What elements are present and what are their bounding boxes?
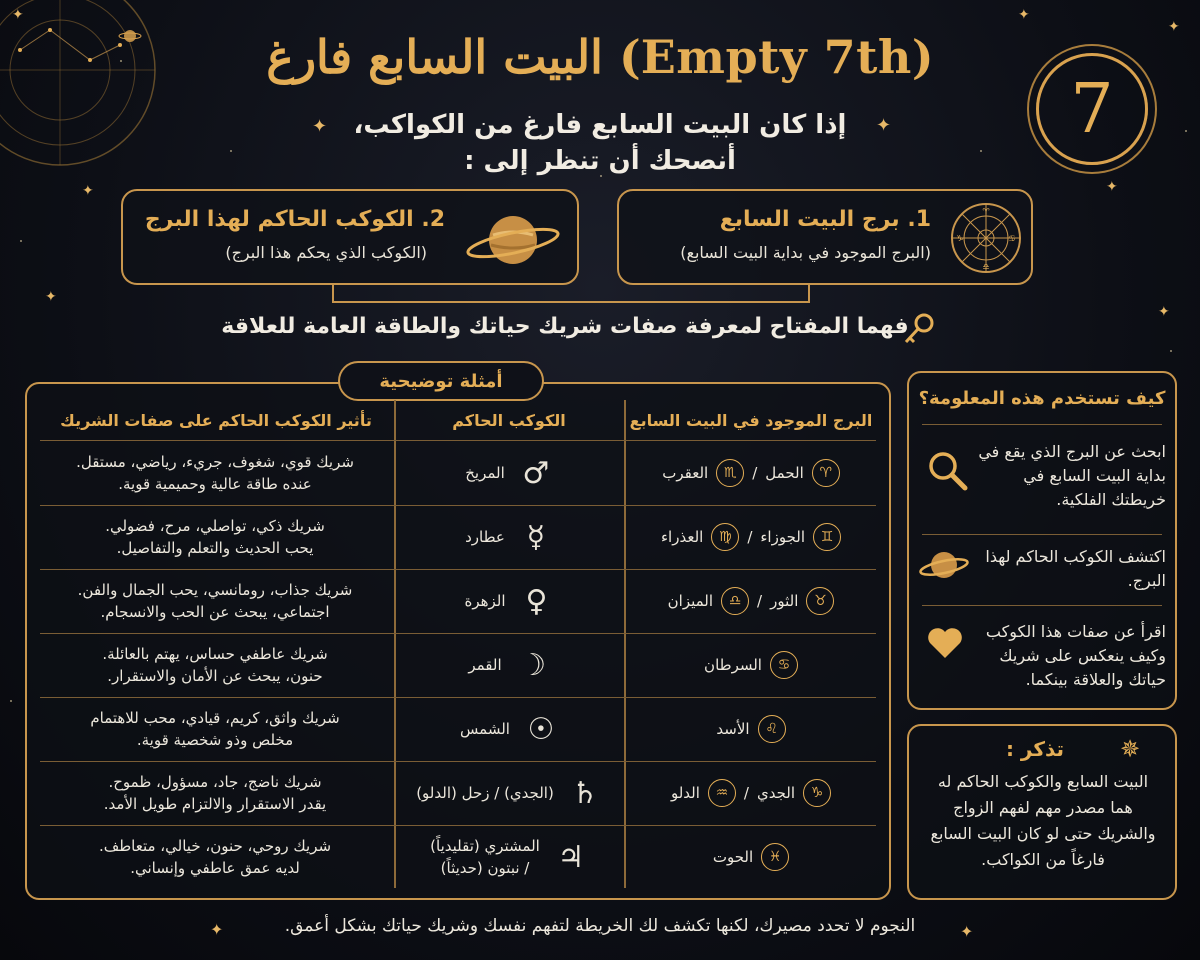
planet-name-line2: / نبتون (حديثاً) (440, 859, 530, 877)
zodiac-symbol-icon: ♍ (711, 523, 739, 551)
examples-tag: أمثلة توضيحية (338, 361, 544, 401)
effect-text: شريك ذكي، تواصلي، مرح، فضولي. (105, 517, 325, 535)
planet-saturn-icon (463, 205, 563, 275)
planet-name: المشتري (تقليدياً) (430, 837, 540, 855)
planet-name: المريخ (465, 464, 505, 482)
table-header: البرج الموجود في البيت السابع (629, 410, 873, 430)
sparkle-icon: ✦ (876, 115, 892, 136)
card-subtitle: (البرج الموجود في بداية البيت السابع) (680, 243, 931, 262)
separator: / (743, 784, 749, 802)
remember-title: تذكر : (1005, 737, 1065, 761)
remember-text: البيت السابع والكوكب الحاكم له هما مصدر مهم لفهم الزواج والشريك حتى لو كان البيت السابع فارغاً من الكواكب. (930, 772, 1156, 869)
svg-text:♑: ♑ (956, 234, 964, 243)
zodiac-symbol-icon: ♋ (770, 651, 798, 679)
sparkle-icon: ✦ (312, 116, 328, 137)
planet-name-group (416, 782, 554, 804)
effect-cell (50, 825, 380, 889)
starburst-icon: ✵ (1120, 735, 1141, 763)
table-header: تأثير الكوكب الحاكم على صفات الشريك (60, 410, 372, 430)
sparkle-icon: ✦ (210, 920, 224, 939)
planet-name: القمر (468, 656, 502, 674)
panel-divider (922, 424, 1162, 425)
planet-symbol-icon: ♂ (522, 455, 550, 491)
sign-name: الأسد (716, 720, 750, 738)
zodiac-symbol-icon: ♈ (812, 459, 840, 487)
planet-name-group (465, 462, 505, 484)
sign-name: الثور (770, 592, 799, 610)
effect-text: شريك جذاب، رومانسي، يحب الجمال والفن. (77, 581, 353, 599)
zodiac-symbol-icon: ♌ (758, 715, 786, 743)
magnifier-icon (925, 448, 969, 492)
planet-name-group (460, 718, 510, 740)
house-number-badge: 7 (1036, 53, 1148, 165)
effect-cell (50, 505, 380, 569)
sign-cell (626, 633, 876, 697)
zodiac-symbol-icon: ♒ (708, 779, 736, 807)
sign-name: السرطان (704, 656, 762, 674)
planet-name: (الجدي) / زحل (الدلو) (416, 784, 554, 802)
sign-name: الحوت (712, 848, 754, 866)
planet-cell (396, 441, 622, 505)
card-seventh-house-sign (617, 189, 1033, 285)
sign-cell (626, 697, 876, 761)
effect-text: شريك قوي، شغوف، جريء، رياضي، مستقل. (76, 453, 354, 471)
planet-symbol-icon: ☽ (519, 647, 547, 683)
key-line: فهما المفتاح لمعرفة صفات شريك حياتك والطاقة العامة للعلاقة (221, 314, 909, 339)
planet-name: عطارد (465, 528, 505, 546)
planet-cell (396, 697, 622, 761)
effect-text: اجتماعي، يبحث عن الحب والانسجام. (100, 603, 330, 621)
sign-name: الحمل (765, 464, 804, 482)
planet-symbol-icon: ♄ (571, 775, 599, 811)
zodiac-symbol-icon: ♉ (806, 587, 834, 615)
planet-name-group (464, 590, 505, 612)
effect-cell (50, 761, 380, 825)
sign-cell (626, 569, 876, 633)
sign-cell (626, 761, 876, 825)
planet-symbol-icon: ♃ (557, 839, 585, 875)
sparkle-icon: ✦ (1158, 304, 1170, 320)
card-heading: 1. برج البيت السابع (719, 207, 931, 232)
page-title: البيت السابع فارغ (Empty 7th) (266, 30, 934, 84)
planet-cell (396, 825, 622, 889)
svg-text:♈: ♈ (982, 207, 990, 216)
sparkle-icon: ✦ (45, 289, 57, 305)
sign-name: الجوزاء (760, 528, 806, 546)
step-text: اكتشف الكوكب الحاكم لهذا البرج. (985, 547, 1166, 590)
effect-text: شريك روحي، حنون، خيالي، متعاطف. (98, 837, 332, 855)
panel-divider (922, 534, 1162, 535)
sign-name: الجدي (756, 784, 796, 802)
intro-line: إذا كان البيت السابع فارغ من الكواكب، (353, 110, 847, 140)
sign-name: الميزان (667, 592, 714, 610)
svg-text:♋: ♋ (1008, 234, 1016, 243)
effect-text: يحب الحديث والتعلم والتفاصيل. (116, 539, 314, 557)
sign-name: العقرب (662, 464, 709, 482)
card-heading: 2. الكوكب الحاكم لهذا البرج (144, 207, 445, 232)
astrolabe-icon (0, 0, 180, 190)
sparkle-icon: ✦ (1018, 7, 1030, 23)
planet-symbol-icon: ☉ (527, 711, 555, 747)
planet-cell (396, 633, 622, 697)
zodiac-symbol-icon: ♑ (803, 779, 831, 807)
effect-cell (50, 569, 380, 633)
table-header: الكوكب الحاكم (452, 410, 566, 430)
panel-title: كيف تستخدم هذه المعلومة؟ (918, 388, 1166, 409)
planet-name-group (430, 835, 540, 879)
sign-cell (626, 505, 876, 569)
effect-text: يقدر الاستقرار والالتزام طويل الأمد. (103, 795, 327, 813)
sign-cell (626, 441, 876, 505)
crescent-moon-icon (1120, 205, 1170, 255)
planet-symbol-icon: ♀ (525, 583, 548, 619)
sign-cell (626, 825, 876, 889)
zodiac-wheel-icon (949, 201, 1023, 275)
separator: / (752, 464, 758, 482)
planet-name-group (465, 526, 505, 548)
planet-name: الشمس (460, 720, 510, 738)
effect-cell (50, 697, 380, 761)
panel-divider (922, 605, 1162, 606)
footer-note: النجوم لا تحدد مصيرك، لكنها تكشف لك الخريطة لتفهم نفسك وشريك حياتك بشكل أعمق. (284, 916, 916, 936)
effect-cell (50, 441, 380, 505)
separator: / (747, 528, 753, 546)
effect-text: شريك ناضج، جاد، مسؤول، ظموح. (108, 773, 322, 791)
zodiac-symbol-icon: ♓ (761, 843, 789, 871)
zodiac-symbol-icon: ♎ (721, 587, 749, 615)
effect-text: عنده طاقة عالية وحميمية قوية. (118, 475, 312, 493)
sparkle-icon: ✦ (1168, 19, 1180, 35)
effect-cell (50, 633, 380, 697)
zodiac-symbol-icon: ♊ (813, 523, 841, 551)
card-ruling-planet (121, 189, 579, 285)
planet-cell (396, 505, 622, 569)
sparkle-icon: ✦ (960, 922, 974, 941)
zodiac-symbol-icon: ♏ (716, 459, 744, 487)
effect-text: حنون، يبحث عن الأمان والاستقرار. (107, 667, 323, 685)
effect-text: شريك واثق، كريم، قيادي، محب للاهتمام (90, 709, 340, 727)
planet-cell (396, 569, 622, 633)
sparkle-icon: ✦ (12, 7, 24, 23)
intro-line: أنصحك أن تنظر إلى : (464, 146, 736, 176)
planet-name: الزهرة (464, 592, 506, 610)
step-text: اقرأ عن صفات هذا الكوكب وكيف ينعكس على شريك حياتك والعلاقة بينكما. (985, 622, 1166, 689)
sparkle-icon: ✦ (1106, 179, 1118, 195)
card-subtitle: (الكوكب الذي يحكم هذا البرج) (225, 243, 427, 262)
heart-icon (926, 626, 964, 660)
effect-text: مخلص وذو شخصية قوية. (136, 731, 294, 749)
sign-name: العذراء (661, 528, 704, 546)
effect-text: شريك عاطفي حساس، يهتم بالعائلة. (102, 645, 328, 663)
connector-line (332, 285, 810, 303)
separator: / (757, 592, 763, 610)
planet-cell (396, 761, 622, 825)
planet-name-group (468, 654, 501, 676)
svg-text:♎: ♎ (982, 262, 990, 271)
effect-text: لديه عمق عاطفي وإنساني. (130, 859, 300, 877)
sign-name: الدلو (670, 784, 700, 802)
planet-symbol-icon: ☿ (526, 519, 546, 555)
sparkle-icon: ✦ (82, 183, 94, 199)
planet-icon (918, 545, 970, 585)
step-text: ابحث عن البرج الذي يقع في بداية البيت السابع في خريطتك الفلكية. (978, 442, 1166, 509)
